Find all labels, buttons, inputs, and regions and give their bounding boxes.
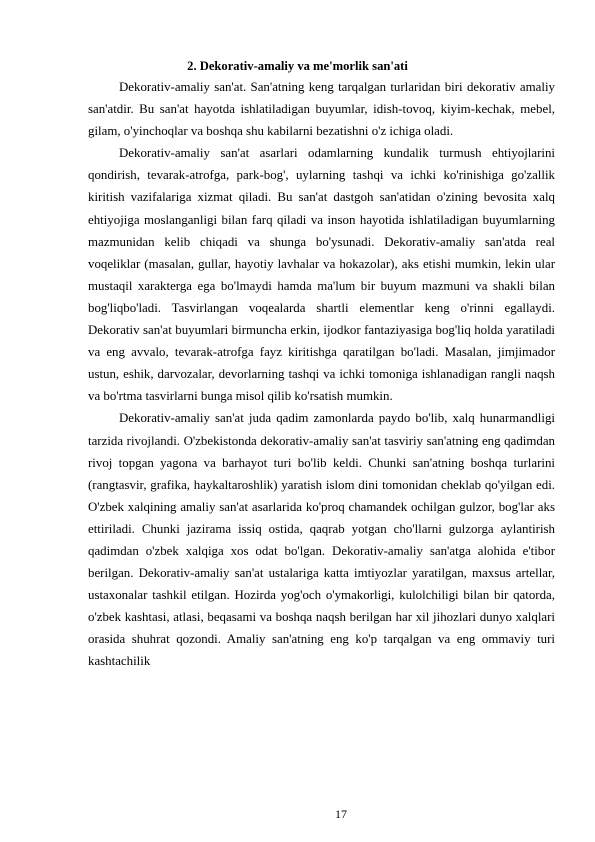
page-number: 17 — [335, 807, 347, 821]
section-heading: 2. Dekorativ-amaliy va me'morlik san'ati — [187, 59, 408, 73]
body-text — [88, 76, 555, 673]
paragraph: Dekorativ-amaliy san'at asarlari odamlarning kundalik turmush ehtiyojlarini qondirish, tevarak-atrofga, park-bog', uylarning tashqi va ichki ko'rinishiga go'zallik kiritish vazifalariga xizmat qiladi. Bu san'at dastgoh san'atidan o'zining bevosita xalq ehtiyojiga moslanganligi bilan farq qiladi va inson hayotida ishlatiladigan buyumlarning mazmunidan kelib chiqadi va shunga bo'ysunadi. Dekorativ-amaliy san'atda real voqeliklar (masalan, gullar, hayotiy lavhalar va hokazolar), aks etishi mumkin, lekin ular mustaqil xarakterga ega bo'lmaydi hamda ma'lum bir buyum mazmuni va shakli bilan bog'liqbo'ladi. Tasvirlangan voqealarda shartli elementlar keng o'rinni egallaydi. Dekorativ san'at buyumlari birmuncha erkin, ijodkor fantaziyasiga bog'liq holda yaratiladi va eng avvalo, tevarak-atrofga fayz kiritishga qaratilgan bo'ladi. Masalan, jimjimador ustun, eshik, darvozalar, devorlarning tashqi va ichki tomoniga ishlanadigan rangli naqsh va bo'rtma tasvirlarni bunga misol qilib ko'rsatish mumkin. — [88, 146, 555, 404]
paragraph: Dekorativ-amaliy san'at. San'atning keng tarqalgan turlaridan biri dekorativ amaliy san'atdir. Bu san'at hayotda ishlatiladigan buyumlar, idish-tovoq, kiyim-kechak, mebel, gilam, o'yinchoqlar va boshqa shu kabilarni bezatishni o'z ichiga oladi. — [88, 80, 555, 139]
paragraph: Dekorativ-amaliy san'at juda qadim zamonlarda paydo bo'lib, xalq hunarmandligi tarzida rivojlandi. O'zbekistonda dekorativ-amaliy san'at tasviriy san'atning eng qadimdan rivoj topgan yagona va barhayot turi bo'lib keldi. Chunki san'atning boshqa turlarini (rangtasvir, grafika, haykaltaroshlik) yaratish islom dini tomonidan cheklab qo'yilgan edi. O'zbek xalqining amaliy san'at asarlarida ko'proq chamandek ochilgan gulzor, bog'lar aks ettiriladi. Chunki jazirama issiq ostida, qaqrab yotgan cho'llarni gulzorga aylantirish qadimdan o'zbek xalqiga xos odat bo'lgan. Dekorativ-amaliy san'atga alohida e'tibor berilgan. Dekorativ-amaliy san'at ustalariga katta imtiyozlar yaratilgan, maxsus artellar, ustaxonalar tashkil etilgan. Hozirda yog'och o'ymakorligi, kulolchiligi bilan bir qatorda, o'zbek kashtasi, atlasi, beqasami va boshqa naqsh berilgan har xil jihozlari dunyo xalqlari orasida shuhrat qozondi. Amaliy san'atning eng ko'p tarqalgan va eng ommaviy turi kashtachilik — [88, 411, 555, 669]
